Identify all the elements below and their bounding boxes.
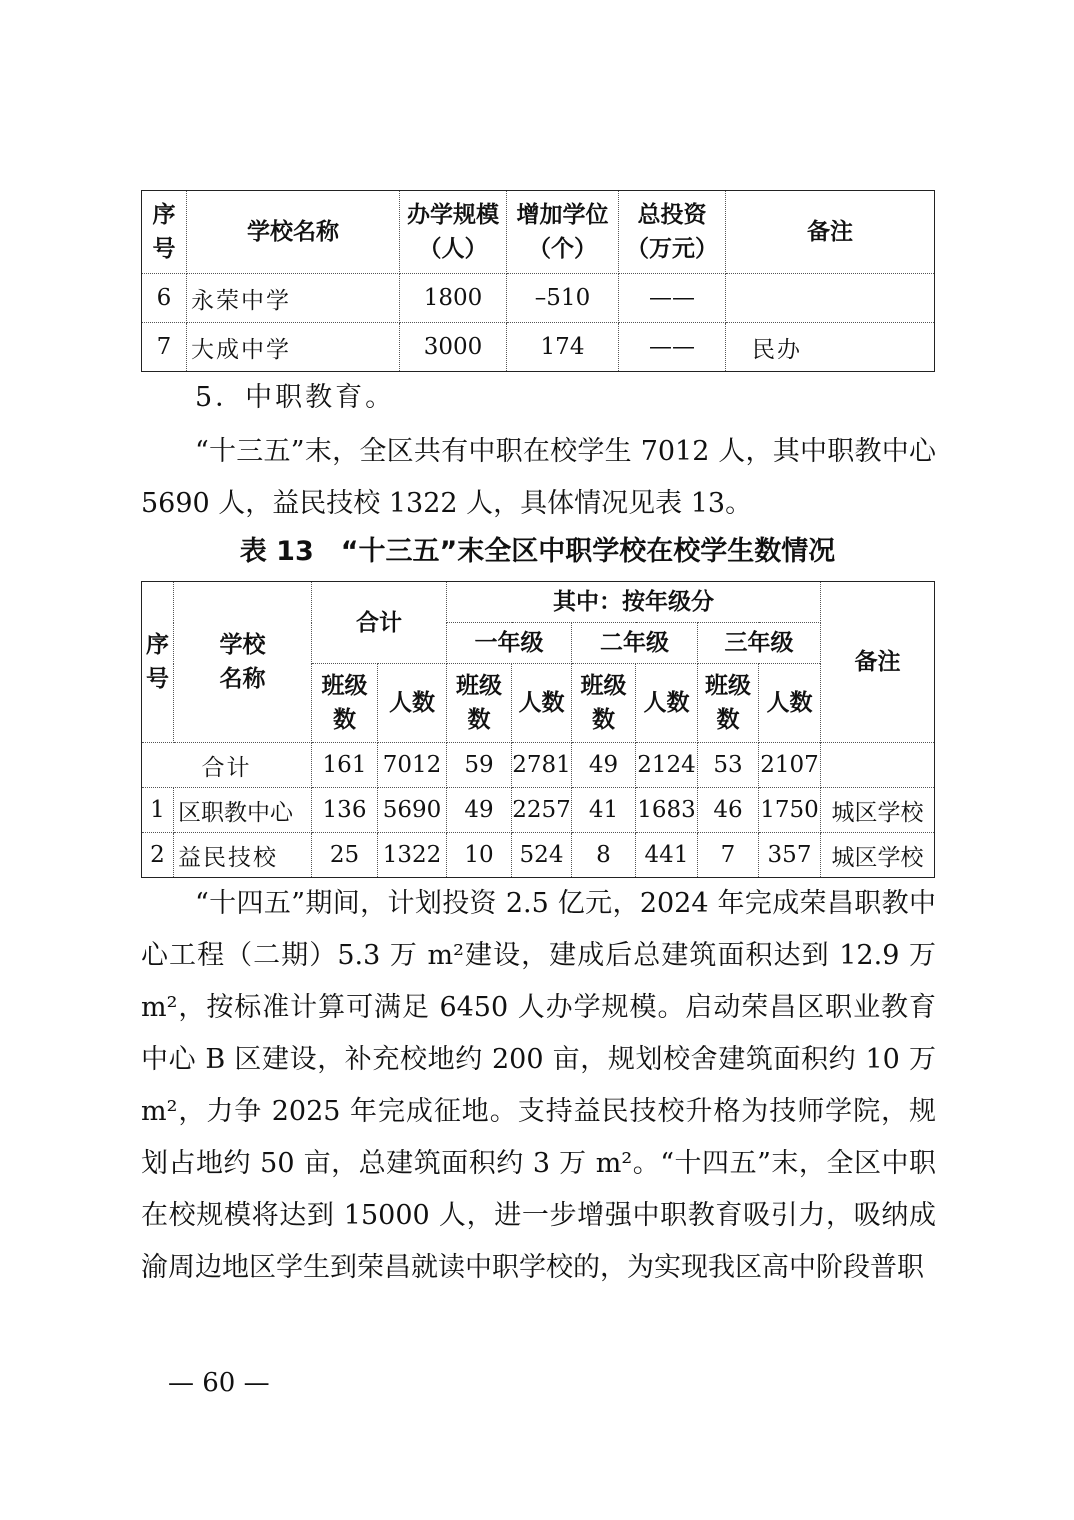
cell-value: 49 <box>572 743 636 788</box>
cell-value: 1683 <box>636 788 698 833</box>
table-row <box>142 323 935 372</box>
cell-value: 46 <box>698 788 759 833</box>
header-investment: 总投资（万元） <box>619 191 726 274</box>
cell-scale: 1800 <box>400 274 507 323</box>
cell-value: 25 <box>312 833 378 878</box>
cell-seq: 2 <box>142 833 174 878</box>
header-grade2: 二年级 <box>572 623 698 664</box>
cell-remark <box>821 743 935 788</box>
cell-value: 1750 <box>759 788 821 833</box>
cell-value: 2107 <box>759 743 821 788</box>
cell-value: 8 <box>572 833 636 878</box>
header-classes: 班级数 <box>447 664 512 743</box>
cell-school-name: 大成中学 <box>187 323 400 372</box>
cell-value: 7 <box>698 833 759 878</box>
header-total: 合计 <box>312 582 447 664</box>
header-remark: 备注 <box>821 582 935 743</box>
cell-value: 59 <box>447 743 512 788</box>
table-caption: 表 13 “十三五”末全区中职学校在校学生数情况 <box>239 536 836 567</box>
page-number: — 60 — <box>168 1368 270 1398</box>
header-seq: 序号 <box>142 582 174 743</box>
cell-seq: 6 <box>142 274 187 323</box>
cell-value: 136 <box>312 788 378 833</box>
header-school-name: 学校名称 <box>187 191 400 274</box>
cell-total-label: 合计 <box>142 743 312 788</box>
cell-remark: 民办 <box>726 323 935 372</box>
intro-paragraph: “十三五”末，全区共有中职在校学生 7012 人，其中职教中心 5690 人，益民技校 1322 人，具体情况见表 13。 <box>141 436 936 519</box>
cell-value: 53 <box>698 743 759 788</box>
cell-value: 357 <box>759 833 821 878</box>
cell-value: 2781 <box>512 743 572 788</box>
header-students: 人数 <box>636 664 698 743</box>
cell-seq: 7 <box>142 323 187 372</box>
header-remark: 备注 <box>726 191 935 274</box>
vocational-students-table <box>141 581 935 878</box>
header-classes: 班级数 <box>312 664 378 743</box>
cell-added-seats: 174 <box>507 323 619 372</box>
header-added-seats: 增加学位（个） <box>507 191 619 274</box>
cell-value: 524 <box>512 833 572 878</box>
cell-value: 441 <box>636 833 698 878</box>
cell-value: 41 <box>572 788 636 833</box>
cell-investment: —— <box>619 323 726 372</box>
cell-school-name: 益民技校 <box>174 833 312 878</box>
cell-value: 2124 <box>636 743 698 788</box>
header-grade1: 一年级 <box>447 623 572 664</box>
school-table-continued <box>141 190 935 372</box>
section-heading: 5．中职教育。 <box>195 382 396 413</box>
table-header-row <box>142 191 935 274</box>
cell-remark: 城区学校 <box>821 788 935 833</box>
cell-school-name: 区职教中心 <box>174 788 312 833</box>
table-row <box>142 274 935 323</box>
cell-seq: 1 <box>142 788 174 833</box>
cell-school-name: 永荣中学 <box>187 274 400 323</box>
header-classes: 班级数 <box>698 664 759 743</box>
header-students: 人数 <box>378 664 447 743</box>
header-scale: 办学规模（人） <box>400 191 507 274</box>
header-classes: 班级数 <box>572 664 636 743</box>
cell-value: 5690 <box>378 788 447 833</box>
table-total-row <box>142 743 935 788</box>
cell-value: 10 <box>447 833 512 878</box>
cell-investment: —— <box>619 274 726 323</box>
cell-remark: 城区学校 <box>821 833 935 878</box>
cell-value: 7012 <box>378 743 447 788</box>
cell-scale: 3000 <box>400 323 507 372</box>
table-row <box>142 833 935 878</box>
cell-value: 1322 <box>378 833 447 878</box>
cell-value: 161 <box>312 743 378 788</box>
header-seq: 序号 <box>142 191 187 274</box>
header-students: 人数 <box>512 664 572 743</box>
header-school-name: 学校名称 <box>174 582 312 743</box>
cell-remark <box>726 274 935 323</box>
table-header-row <box>142 582 935 623</box>
header-grade3: 三年级 <box>698 623 821 664</box>
header-students: 人数 <box>759 664 821 743</box>
table-row <box>142 788 935 833</box>
plan-paragraph: “十四五”期间，计划投资 2.5 亿元，2024 年完成荣昌职教中心工程（二期）5.3 万 m²建设，建成后总建筑面积达到 12.9 万 m²，按标准计算可满足 6450 人办学规模。启动荣昌区职业教育中心 B 区建设，补充校地约 200 亩，规划校舍建筑面积约 10 万 m²，力争 2025 年完成征地。支持益民技校升格为技师学院，规划占地约 50 亩，总建筑面积约 3 万 m²。“十四五”末，全区中职在校规模将达到 15000 人，进一步增强中职教育吸引力，吸纳成渝周边地区学生到荣昌就读中职学校的，为实现我区高中阶段普职 <box>141 888 936 1283</box>
cell-value: 49 <box>447 788 512 833</box>
cell-added-seats: –510 <box>507 274 619 323</box>
header-by-grade: 其中：按年级分 <box>447 582 821 623</box>
cell-value: 2257 <box>512 788 572 833</box>
